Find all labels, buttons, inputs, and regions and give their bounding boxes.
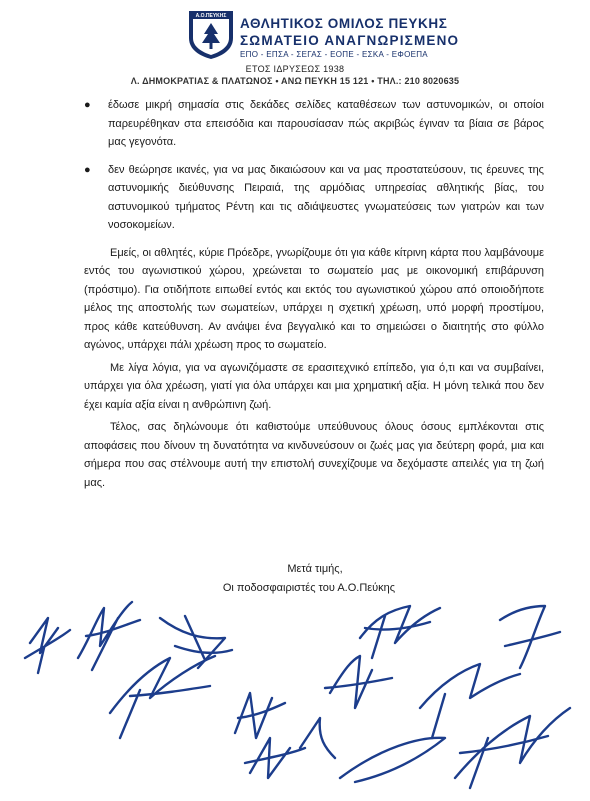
letterhead — [0, 6, 590, 86]
signature — [500, 606, 560, 668]
signature — [245, 738, 305, 778]
signature — [78, 602, 140, 670]
bullet-icon: ● — [84, 99, 91, 111]
signature — [325, 656, 445, 782]
logo-text: Α.Ο.ΠΕΥΚΗΣ — [195, 13, 227, 19]
signature — [25, 618, 70, 673]
bullet-item — [84, 96, 544, 152]
club-federations: ΕΠΟ - ΕΠΣΑ - ΣΕΓΑΣ - ΕΟΠΕ - ΕΣΚΑ - ΕΦΟΕΠΑ — [240, 50, 428, 59]
club-logo — [186, 8, 236, 60]
closing-salutation: Μετά τιμής, — [287, 563, 343, 575]
signature — [160, 616, 232, 668]
signature — [420, 664, 520, 738]
bullet-text: έδωσε μικρή σημασία στις δεκάδες σελίδες καταθέσεων των αστυνομικών, οι οποίοι παρευρέθηκαν στα επεισόδια και παρουσίασαν πώς ακριβώς έγιναν τα βίαια σε βάρος μας γεγονότα. — [108, 99, 544, 148]
bullet-item — [84, 161, 544, 235]
signature — [360, 606, 440, 658]
paragraph: Με λίγα λόγια, για να αγωνιζόμαστε σε ερασιτεχνικό επίπεδο, για ό,τι και να συμβαίνει, υπάρχει για όλα χρέωση, γιατί για όλα υπάρχει και μια χρηματική αξία. Η μόνη τελικά που δεν έχει καμία αξία είναι η ανθρώπινη ζωή. — [84, 361, 544, 411]
bullet-text: δεν θεώρησε ικανές, για να μας δικαιώσουν και να μας προστατεύσουν, τις έρευνες της αστυνομικής διεύθυνσης Πειραιά, της αρμόδιας υπηρεσίας αθλητικής βίας, του αστυνομικού τμήματος Ρέντη και τις αδιάψευστες γνωματεύσεις των γιατρών και των νοσοκομείων. — [108, 163, 544, 231]
signature — [235, 693, 335, 758]
club-address: Λ. ΔΗΜΟΚΡΑΤΙΑΣ & ΠΛΑΤΩΝΟΣ • ΑΝΩ ΠΕΥΚΗ 15 121 • ΤΗΛ.: 210 8020635 — [130, 76, 460, 86]
letter-body — [84, 96, 544, 496]
signatures-block — [0, 598, 590, 801]
founded-year: ΕΤΟΣ ΙΔΡΥΣΕΩΣ 1938 — [245, 64, 345, 74]
paragraph: Εμείς, οι αθλητές, κύριε Πρόεδρε, γνωρίζουμε ότι για κάθε κίτρινη κάρτα που λαμβάνουμε εντός του αγωνιστικού χώρου, χρεώνεται το σωματείο μας με οικονομική επιβάρυνση (πρόστιμο). Για οτιδήποτε ειπωθεί εντός και εκτός του αγωνιστικού χώρου από οποιοδήποτε μέλος της αποστολής των σωματείων, υπάρχει η σχετική χρέωση, υπό μορφή προστίμου, προς κάθε κατεύθυνση. Αν ανάψει ένα βεγγαλικό και το σημειώσει ο διαιτητής στο φύλλο αγώνος, υπάρχει πάλι χρέωση προς το σωματείο. — [84, 246, 544, 351]
club-subtitle: ΣΩΜΑΤΕΙΟ ΑΝΑΓΝΩΡΙΣΜΕΝΟ — [240, 33, 460, 48]
club-name: ΑΘΛΗΤΙΚΟΣ ΟΜΙΛΟΣ ΠΕΥΚΗΣ — [240, 16, 448, 31]
closing-signatory: Οι ποδοσφαιριστές του Α.Ο.Πεύκης — [222, 582, 396, 594]
signature — [455, 708, 570, 788]
bullet-icon: ● — [84, 163, 91, 176]
paragraph: Τέλος, σας δηλώνουμε ότι καθιστούμε υπεύθυνους όλους όσους εμπλέκονται στις αποφάσεις που δίνουν τη δυνατότητα να κινδυνεύσουν οι ζωές μας για δεύτερη φορά, μια και σήμερα που σας στέλνουμε αυτή την επιστολή συνεχίζουμε να δεχόμαστε απειλές για τη ζωή μας. — [84, 421, 544, 489]
